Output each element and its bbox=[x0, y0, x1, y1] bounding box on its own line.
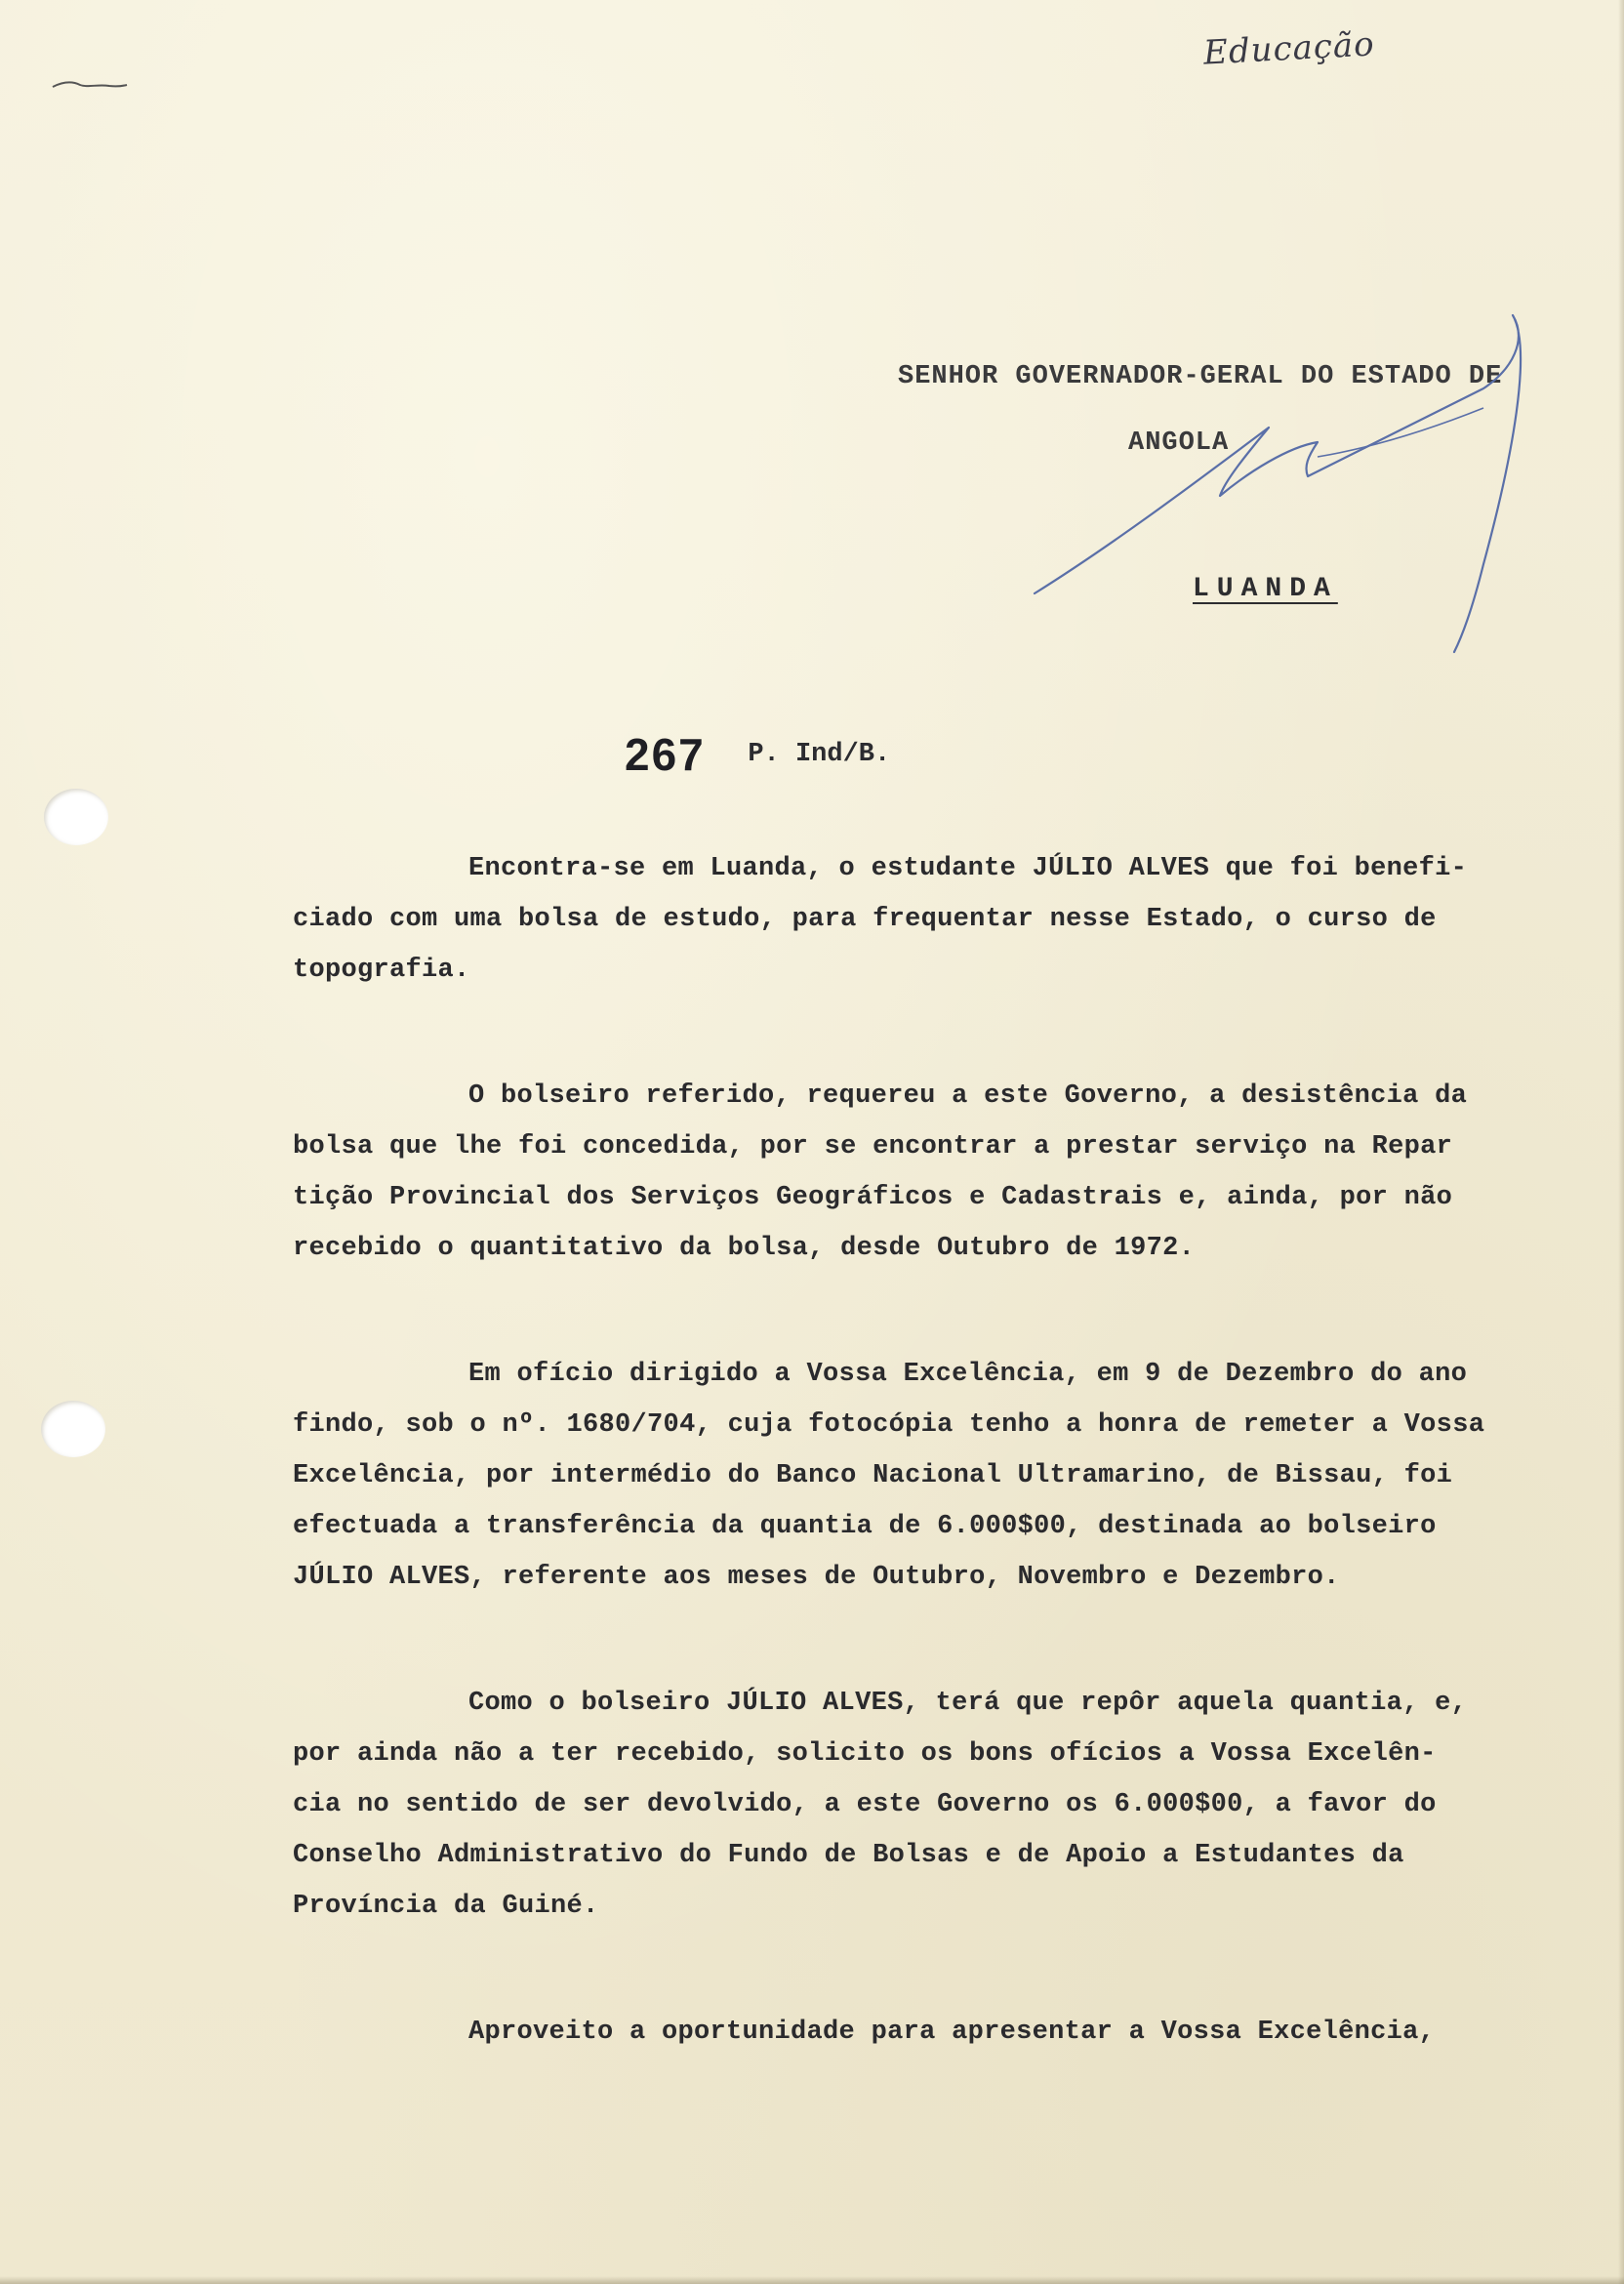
text-line: JÚLIO ALVES, referente aos meses de Outubro, Novembro e Dezembro. bbox=[293, 1563, 1340, 1592]
text-line: cia no sentido de ser devolvido, a este Governo os 6.000$00, a favor do bbox=[293, 1790, 1437, 1819]
text-line: O bolseiro referido, requereu a este Governo, a desistência da bbox=[468, 1081, 1468, 1111]
punch-hole-top bbox=[44, 789, 108, 845]
paragraph bbox=[293, 1349, 1601, 1603]
reference-code: P. Ind/B. bbox=[748, 740, 891, 769]
paragraph bbox=[293, 2007, 1601, 2058]
page-edge-shadow bbox=[1618, 0, 1624, 2284]
addressee-block bbox=[898, 359, 1502, 492]
text-line: bolsa que lhe foi concedida, por se encontrar a prestar serviço na Repar bbox=[293, 1132, 1453, 1162]
text-line: Encontra-se em Luanda, o estudante JÚLIO ALVES que foi benefi- bbox=[468, 854, 1468, 883]
reference-number: 267 bbox=[625, 729, 706, 780]
text-line: Província da Guiné. bbox=[293, 1892, 599, 1921]
text-line: Excelência, por intermédio do Banco Nacional Ultramarino, de Bissau, foi bbox=[293, 1461, 1453, 1490]
addressee-city: LUANDA bbox=[1193, 574, 1338, 604]
pencil-mark bbox=[51, 78, 129, 92]
text-line: Conselho Administrativo do Fundo de Bolsas e de Apoio a Estudantes da bbox=[293, 1841, 1404, 1870]
handwritten-annotation: Educação bbox=[1202, 24, 1376, 73]
paragraph bbox=[293, 1678, 1601, 1932]
text-line: ciado com uma bolsa de estudo, para frequentar nesse Estado, o curso de bbox=[293, 905, 1437, 934]
addressee-line-2: ANGOLA bbox=[1128, 428, 1230, 458]
text-line: Como o bolseiro JÚLIO ALVES, terá que repôr aquela quantia, e, bbox=[468, 1689, 1468, 1718]
page-bottom-edge bbox=[0, 2276, 1624, 2284]
text-line: topografia. bbox=[293, 956, 470, 985]
text-line: efectuada a transferência da quantia de 6.000$00, destinada ao bolseiro bbox=[293, 1512, 1437, 1541]
paragraph bbox=[293, 1071, 1601, 1274]
text-line: Aproveito a oportunidade para apresentar a Vossa Excelência, bbox=[468, 2018, 1436, 2047]
text-line: Em ofício dirigido a Vossa Excelência, em 9 de Dezembro do ano bbox=[468, 1360, 1468, 1389]
text-line: por ainda não a ter recebido, solicito os bons ofícios a Vossa Excelên- bbox=[293, 1739, 1437, 1769]
paragraph bbox=[293, 843, 1601, 996]
punch-hole-bottom bbox=[41, 1401, 105, 1457]
letter-body bbox=[293, 843, 1601, 2133]
text-line: findo, sob o nº. 1680/704, cuja fotocópia tenho a honra de remeter a Vossa bbox=[293, 1410, 1485, 1440]
addressee-line-1: SENHOR GOVERNADOR-GERAL DO ESTADO DE bbox=[898, 362, 1503, 391]
reference-block bbox=[625, 728, 890, 781]
text-line: tição Provincial dos Serviços Geográficos e Cadastrais e, ainda, por não bbox=[293, 1183, 1453, 1212]
text-line: recebido o quantitativo da bolsa, desde Outubro de 1972. bbox=[293, 1234, 1196, 1263]
